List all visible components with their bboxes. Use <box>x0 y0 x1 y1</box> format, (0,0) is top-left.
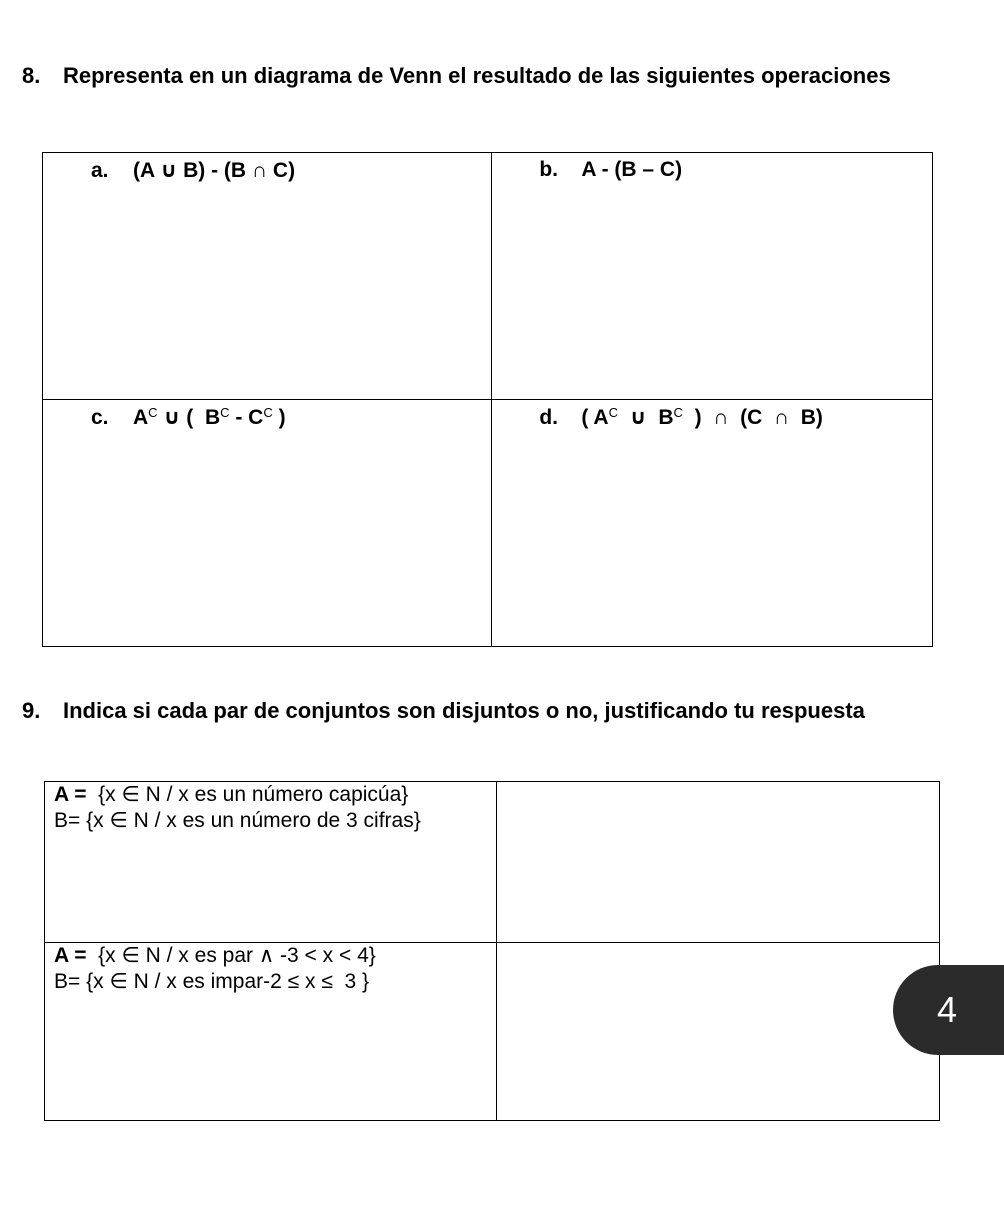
set-rule: {x ∈ N / x es impar-2 ≤ x ≤ 3 } <box>80 970 370 993</box>
operation-label: d. <box>539 406 559 429</box>
set-name: A = <box>54 944 93 967</box>
set-pair-1 <box>45 782 497 943</box>
operation-label: a. <box>91 159 109 182</box>
expr-part: A <box>133 406 149 429</box>
operation-label: c. <box>91 406 109 429</box>
operation-label: b. <box>539 158 559 181</box>
set-name: A = <box>54 783 93 806</box>
complement-mark: C <box>673 405 683 420</box>
set-b-definition <box>45 969 496 995</box>
operation-b <box>492 158 932 182</box>
answer-cell-pair-1[interactable] <box>496 782 939 943</box>
expr-part: ∪ B <box>617 406 674 429</box>
page-number-badge <box>893 965 1004 1055</box>
expr-part: ∪ ( B <box>157 406 221 429</box>
answer-cell-b[interactable] <box>492 153 933 400</box>
page-number: 4 <box>937 989 958 1030</box>
set-rule: {x ∈ N / x es par ∧ -3 < x < 4} <box>92 944 376 967</box>
set-name: B= <box>54 809 81 832</box>
set-b-definition <box>45 808 496 834</box>
expr-part: ) ∩ (C ∩ B) <box>682 406 823 429</box>
operation-expression: A - (B – C) <box>581 158 683 181</box>
operation-c <box>43 405 491 430</box>
answer-cell-pair-2[interactable] <box>496 943 939 1121</box>
set-rule: {x ∈ N / x es un número capicúa} <box>92 783 409 806</box>
set-a-definition <box>45 943 496 969</box>
question-number: 9. <box>22 698 41 723</box>
operation-expression: (A ∪ B) - (B ∩ C) <box>133 159 296 182</box>
set-rule: {x ∈ N / x es un número de 3 cifras} <box>80 809 421 832</box>
operation-d <box>492 405 932 430</box>
venn-operations-table <box>42 152 933 647</box>
expr-part: - C <box>229 406 264 429</box>
question-text: Representa en un diagrama de Venn el resultado de las siguientes operaciones <box>63 63 891 88</box>
question-9-heading <box>22 696 992 726</box>
set-a-definition <box>45 782 496 808</box>
operation-a <box>43 158 491 183</box>
complement-mark: C <box>608 405 618 420</box>
disjoint-sets-table <box>44 781 940 1121</box>
answer-cell-d[interactable] <box>492 400 933 647</box>
expr-part: ( A <box>581 406 609 429</box>
complement-mark: C <box>263 405 273 420</box>
set-pair-2 <box>45 943 497 1121</box>
expr-part: ) <box>272 406 286 429</box>
question-text: Indica si cada par de conjuntos son disjuntos o no, justificando tu respuesta <box>63 698 865 723</box>
question-8-heading <box>22 61 922 91</box>
answer-cell-a[interactable] <box>43 153 492 400</box>
question-number: 8. <box>22 63 41 88</box>
answer-cell-c[interactable] <box>43 400 492 647</box>
set-name: B= <box>54 970 81 993</box>
complement-mark: C <box>148 405 158 420</box>
complement-mark: C <box>220 405 230 420</box>
